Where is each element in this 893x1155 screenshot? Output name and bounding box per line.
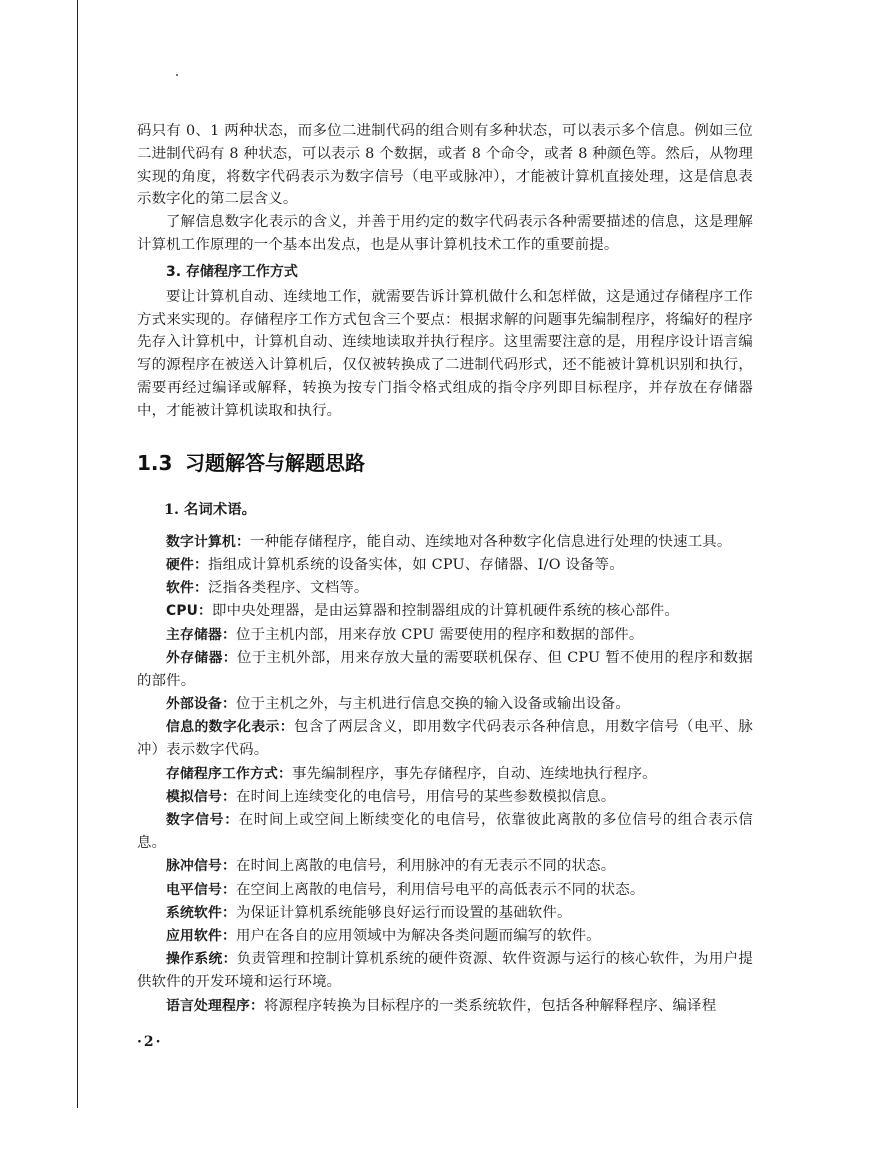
subheading-stored-program: 3. 存储程序工作方式 [166,263,298,280]
term-name: 语言处理程序： [166,997,264,1014]
section-number: 1.3 [137,450,173,475]
term-definition: 位于主机外部，用来存放大量的需要联机保存、但 CPU 暂不使用的程序和数据的部件。 [137,650,754,689]
term-name: 应用软件： [166,928,236,945]
term-entry [137,577,753,600]
term-definition: 负责管理和控制计算机系统的硬件资源、软件资源与运行的核心软件，为用户提供软件的开发环境和运行环境。 [137,951,753,991]
term-entry [137,786,753,809]
paragraph-continuation: 码只有 0、1 两种状态，而多位二进制代码的组合则有多种状态，可以表示多个信息。例如三位二进制代码有 8 种状态，可以表示 8 个数据，或者 8 个命令，或者 8 种颜色等。然后，从物理实现的角度，将数字代码表示为数字信号（电平或脉冲），才能被计算机直接处理，这是信息表示数字化的第二层含义。 [137,123,753,208]
section-heading [137,449,753,477]
term-entry [137,763,753,786]
term-entry [137,531,753,554]
term-entry [137,716,753,762]
term-entry [137,809,753,855]
term-name: 数字计算机： [166,533,250,550]
term-definition: 一种能存储程序，能自动、连续地对各种数字化信息进行处理的快速工具。 [249,533,732,550]
term-entry [137,995,753,1018]
term-name: 脉冲信号： [166,858,236,875]
term-definition: 指组成计算机系统的设备实体，如 CPU、存储器、I/O 设备等。 [208,556,624,573]
paragraph-understanding: 了解信息数字化表示的含义，并善于用约定的数字代码表示各种需要描述的信息，这是理解计算机工作原理的一个基本出发点，也是从事计算机技术工作的重要前提。 [137,214,753,253]
term-entry [137,925,753,948]
term-name: 信息的数字化表示： [166,719,294,736]
scan-speck [176,74,178,76]
term-definition: 在时间上或空间上断续变化的电信号，依靠彼此离散的多位信号的组合表示信息。 [137,812,754,851]
term-name: 外存储器： [166,650,237,667]
page-number: ·2· [137,1034,163,1050]
term-name: 电平信号： [166,881,236,898]
term-definition: 在时间上连续变化的电信号，用信号的某些参数模拟信息。 [235,788,616,805]
binding-margin-line [77,0,78,1108]
term-definition: 即中央处理器，是由运算器和控制器组成的计算机硬件系统的核心部件。 [212,603,679,620]
term-entry [137,879,753,902]
term-entry [137,693,753,716]
section-title: 习题解答与解题思路 [185,450,365,475]
page-content [137,120,753,1018]
term-definition: 位于主机之外，与主机进行信息交换的输入设备或输出设备。 [235,696,630,713]
term-definition: 为保证计算机系统能够良好运行而设置的基础软件。 [235,904,572,921]
paragraph-stored-program: 要让计算机自动、连续地工作，就需要告诉计算机做什么和怎样做，这是通过存储程序工作方式来实现的。存储程序工作方式包含三个要点：根据求解的问题事先编制程序，将编好的程序先存入计算机中，计算机自动、连续地读取并执行程序。这里需要注意的是，用程序设计语言编写的源程序在被送入计算机后，仅仅被转换成了二进制代码形式，还不能被计算机识别和执行，需要再经过编译或解释，转换为按专门指令格式组成的指令序列即目标程序，并存放在存储器中，才能被计算机读取和执行。 [137,288,753,419]
term-definition: 在时间上离散的电信号，利用脉冲的有无表示不同的状态。 [235,858,616,875]
term-definition: 事先编制程序，事先存储程序，自动、连续地执行程序。 [291,765,657,782]
term-entry [137,902,753,925]
term-name: 外部设备： [166,696,236,713]
term-name: 模拟信号： [166,788,236,805]
subsection-terms-title: 1. 名词术语。 [164,500,256,518]
term-name: 数字信号： [166,812,239,829]
term-definition: 位于主机内部，用来存放 CPU 需要使用的程序和数据的部件。 [235,626,644,643]
term-definition: 在空间上离散的电信号，利用信号电平的高低表示不同的状态。 [235,881,645,898]
term-name: CPU： [166,603,213,620]
term-definition: 包含了两层含义，即用数字代码表示各种信息，用数字信号（电平、脉冲）表示数字代码。 [137,719,753,759]
term-definition: 将源程序转换为目标程序的一类系统软件，包括各种解释程序、编译程 [263,997,717,1014]
term-entry [137,600,753,623]
term-name: 系统软件： [166,904,236,921]
term-entry [137,647,753,693]
term-name: 硬件： [166,556,208,573]
term-entry [137,554,753,577]
term-entry [137,948,753,994]
term-entry [137,855,753,878]
term-name: 操作系统： [166,951,237,968]
term-definition: 用户在各自的应用领域中为解决各类问题而编写的软件。 [235,928,601,945]
term-name: 存储程序工作方式： [166,765,292,782]
term-entry [137,624,753,647]
term-name: 主存储器： [166,626,236,643]
term-name: 软件： [166,580,208,597]
term-definition: 泛指各类程序、文档等。 [208,580,369,597]
term-definition-list [137,531,753,1018]
